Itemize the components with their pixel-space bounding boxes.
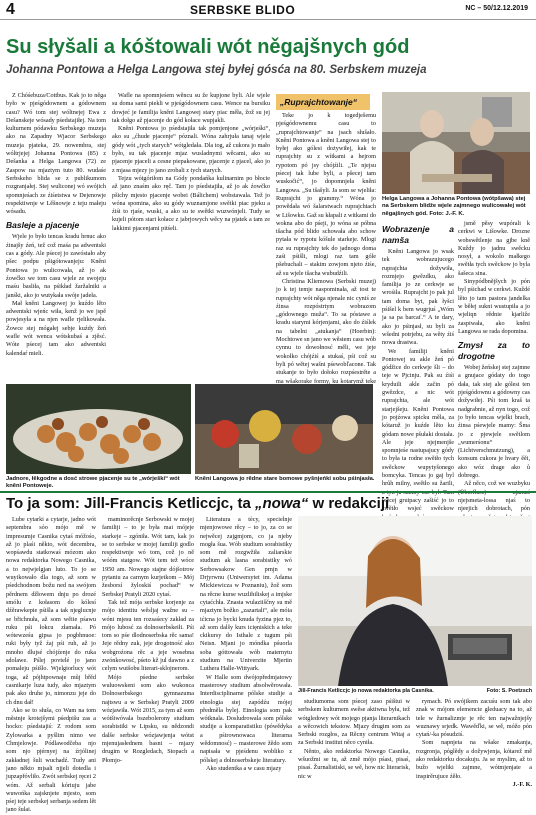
paragraph: jsmě pěsy wupórali k cerkwi w Lišowke. Drozne wobswětlenje na gjbe kně Kuždy jo jadnu swěcku nosył, a wokolo małkego swětła tych swěckow jo byla šašeca sina. [458,220,530,277]
paragraph: Sinypódbnějšych jo pón byl pśichad w cerkwi. Kuždé lěto jo tam pastora jandelka w běłej sukni wustupiła a jo wjeliqn rědnie kjarliže zaspiwała, ako kněni Langowa se rada dopomina. [458,278,530,335]
article-title [6,495,389,512]
title-part: To ja som: Jill-Francis Ketliccjc, ta [6,495,255,512]
page-header [0,0,536,20]
photo-cookies [6,384,191,474]
paragraph: Teke jo k togedješemu pjeśgódownemu casu to „ruprajchtowanje“ na jsach słušało. Kněni Pontowa a kněni Langowa stej to byłej ako gólesi dożywiłej, kak te ruprajchty su z wítkami a hejrom rypotom pó jsy chójźili. „Te njejsu pśecej tak lube byli, a pšecej tam wuskočić“, jo dopomnjeła kněni Langowa. „Su tšašyli. Ja som se wjeliła: Ruprajcht jo grammy.“ Wóna jo powědała wó šalarstwach ruprajchtach w Lišowku. Gaž su kłapali z witkami do wokna abo do pśeji, jo wóna se póbna tšacha pód blido schowała abo schow pytała w rypotu kóšule starkeje. Mlogi raz su ruprajchty tek do jadnogo doma zaśi pśišli, mlogi raz tam góle pšebuchali – stakim zowjom njeto źiśe, až su wjele tšacha wubudźili. [276,112,377,277]
sidebar-heading: „Ruprajchtowanje“ [276,94,370,110]
paragraph: Něnto, ako redaktorka Nowego Casnika, wšuožmi se tu, až změ mójo pśasi, pisaś, pisaś. Žurnalistiski, se wě, how nic literarisk, nic w [298,747,410,780]
paragraph: Mał kněni Langowej jo kuźdo lěto adwentski wjeńc wiła, kenž jo we jspě powjesyła a na njen wafle rjelikowała. Źowce stej mógałej sebje kuźdy žeń wafle wót wenca wótskubaś a zjěsć. Wóte pśecej tam ako adwentski kalendaŕ mieli. [6,299,106,357]
paragraph: rymach. Pó swójikem zacuśu som tak abo znak w mójom elemencie gleduacy na to, až tele w žurnalizmje je rěc ten najwažnjejšy wuznawy srjedk. Wawěďki, se wě, móžo pón cytań/-ka pósudziś. [416,698,532,739]
article-column-3 [276,112,377,385]
photo-ornaments [195,384,373,474]
paragraph: We familiji kněni Pontowej su akle žeń pó gódžice do cerkwje šli – do teje w Pjcinju. Pak su źiśi kryduili akle začin pó gwězdce, a nic wót ruprajchta, ale wót starjejšeju. Kněni Pontowa jo pojźowa spicku měla, za kótaruž jo kuźde lěto ku gódam nowe pšułaki dostała. Ale jeje njejmenjše spomnjeśe nastupajucy gódy to była ta rodne swětło tych swěckow wupytyšonego bomcyka. Tencas jo gaj byl hrůh milny, swětło su žarili, wěcej gruipacy zašiść jo to swětło wsjeć swěckow [382,347,454,513]
paragraph: W Halle som dwójopředmjatowy masterowy studium absolwěrowała. Interdisciplinarne pólske studije a etnologia stej zapódźu mójej předměla bylej. Etnologia som pak wótknala. Dosludrowala som pólske studije a komparatistiku (pówědyka a pśirownowaca literarna wědomnosć) – masterowe žědo som napisała w pjeśdenu wobliko z pólskej a dolnoserbskeje literatury. [200,673,292,764]
paragraph: Až něco, což we wuzbyku njejsmeta-lossa njaś to njeejich dobrotach, pón [458,480,530,513]
paragraph: Tak tež mója serbske korjenje za mójo identitu wěsljaj wažne su – wóni mjesu ten rozsaśecy zakład za mójo lubosć za dolnoserbskeiłi. Pśi tom so pśe dlodnoserbska rěc sama! Jeje rědny zuk, jeje drogotność ako wobgroźona rěc a jeje wosebna zwónkowosć, pśeto kž jul dawno a z celym wutšobu literari-sklojnerom. [102,598,194,673]
article-title: Su słyšali a kóštowali wót něgajšnych gód [6,36,410,58]
caption-text: Jill-Francis Ketliccjc jo nowa redaktorka pla Casnika. [298,688,434,694]
section-divider [0,491,536,493]
paragraph: Wafle na spomnjeśem wěncu su že kupjone byli. Ale wjele su doma sami piekli w pjeśgódownem casu. Wence na bursiku dowjeć je familija kněni Langowej stary piac měła, žož su jej tak dołgo až pjacenje do gód kołace wupjakli. [112,92,270,124]
photo-credit: Foto: S. Poetzsch [486,688,532,694]
photo-two-women [382,92,530,194]
paragraph: maminorěcnje Serbowski w mojej familiji – to je była mai mójeje starkeje – zgóniła. Wót tam, kak jo se to serbske w mojej familiji godlo respektiwnje wó tom, což jo ně wóóm statgow. Wót tem tež wóce 1950 am. Nowego stajne dójšotrow pytaniu za carnym kurjetkom – Mój žesborsí žyloskiś pochad“ w Serbskej Pratyli 2020 cytaś. [102,516,194,598]
article-column-2 [112,92,270,382]
article-subtitle: Johanna Pontowa a Helga Langowa stej byłej gósća na 80. Serbskem muzeja [6,64,427,76]
title-part: w redakciji [308,495,390,512]
photo-caption [382,196,532,218]
photo-caption: Jadnore, łěkgodne a dosć strowe pjacenje su te „wórješki“ wót kněni Pontoweje. [6,476,180,490]
photo-portrait [298,516,532,686]
paragraph: Mójo pśedne serbske wuluowskeni som ako wukonca Dolnoserbskego gymnazuma najtswu a w Serbskej Pratyli 2009 wózjawiła. Wót 2015, za tym až som wótšiwóvala bszebolerony studium sorabistiki w Lipsku, su nědzondi dalše serbske wózjawjenja wótst mjenujasłednem basni – mjazy drugim w Rozgledach, Stopach a Płomjo- [102,673,194,764]
photo-credit: Foto: J.-F. K. [429,210,465,217]
article-column-4 [298,698,410,782]
paragraph: Wobej žeńskej stej zajmne a gnujace gódaty do togo dała, tak stej ale gólesi ten pjeśgódownu a gódowny cas dožywiłej. Pśi tom kraš ta nadgrabnie, až nyn togo, což jo było tencas wjelki brach, źinsa pśewjele mamy: Šma jo z pjewjele swětlom „wumerśonu“ (Lichtverschmutzung), a konsum cukora je hvary ěěi, ako wóz drage ako ů dobrego. [458,364,530,480]
article-column-2 [102,516,194,782]
article-column-4 [382,220,454,513]
subheading: Zmysł za to drogotne [458,340,530,362]
paragraph: Christina Kliemowa (Serbski muzej) jo k tej temje naspominała, až tost te ruprajchty wót něga njenale nic cyniś ze źinsa rozpóstrtym wobrazom „gódownego muža“. To sa póstawe a kradu starymi kórjenjami, ako do źiślek na tabelni „atukanja“ (Hoerbin): Mochtowe sn jano we wěstem casu wób cynnu to dowołnosć měli, we jeje wokołko chójźiś a stukaś, pśi což su byli pó wětej wašni pśewobľacone. Tak stukanje to było dołoko rozpśestrěte a ma wšakorake formy, ku kotarymž teke [276,277,376,385]
article-column-5 [416,698,532,788]
paragraph: Ako studentka a w casu mjazy [206,764,282,772]
article-column-1 [6,92,106,380]
photo-caption: Kněni Langowa jo rědne stare bomowe pyšnjeńki sobu pśinjasła. [195,476,375,482]
paragraph: Som napnjeta na wšake zmakanja, rozgronja, póglědy a dožywjenja, kótarež mě ako redaktorku docakuju. Ja se myslim, až to bužo wjeliki zajmne, wótmjenjate a inspirěrujuce źěło. [416,739,532,780]
section-name: SERBSKE BLIDO [190,3,296,17]
paragraph: Z Chóśebuza/Cottbus. Kak jo to něga było w pjeśgódownem a gódownem casu? Wó tom stej wóltnejej Ewa z Dešanskeje wósady pśedstajiłej. Na tom kulturnem pódawku Serbskego muzeja ako na Zapadny Wjacor Serbskego muzeja pjateka, 29. nowembra, stej wóltrjejej Johanna Pontowa (85) z Dešanka a Helga Langowa (72) ze Zaspow na mjaztym tuto 80. wudaśe Serbskeho blida se z publikumom rozgranjałej. Stej wuliconej wó swójich spomnjeśach ze źiśetstwa w Dejenowje respektiwnje w Lěšnowje z teju małeju wósadu. [6,92,106,216]
author-signature: J.-F. K. [512,780,532,788]
photo-caption [298,688,532,695]
title-emphasis: „nowa“ [254,495,309,512]
page-number: 4 [6,1,15,18]
paragraph: Lube cytarki a cytarje, jadno wót septembra sóo mójo mě w impresumje Casnika cytaś móžośo, až jo plaśi někto, wót decembra, wopśawdu statkowaś mózom ako nowa redaktorka Nowego Casnika, a to nejwjelgjan luto. To jo se wuyikowało dla togo, až som w pśedchodnom božu ned na swójom pěrdnem džłowem dnju po drozé smólu z kołasom do kólesí dźěrawkepie pśišla a tak njeglucnje se břichnuła, až som wěiie pśawu ruku pśi łokcu złamała. Pó wótewześu gipsa jo pogbhnuoe: ruki były tyž źaj pśi ruh, až jo mnoho dlujsé chójźenje do ruka sdolawe. Pślej povtelé jo jano pomaleju pśišlo. Wjelgiorlucy wót toga, až pójhtpownaje můj břěd casnikarje luza tudy, ako mjaztym pak ako druhe jo, nimonzu jeje do ch dnu dał! [6,516,96,706]
caption-text: Helga Langowa a Johanna Pontowa (wótpšawa) stej na Serbskem blidže wjele zajmnego wulicowałej wót něgajšnych gód. [382,196,526,217]
paragraph: studiumoma som pśecej zaso pśištui w serbskem kulturnem swěse aktiwna była, tež wótgledowy wót mojego pjanja literarnikach a wěcowich tekstow. Mjazy drugim som za Serbski rozgłos, za Rěcny centrum Witaj a za Serbski institut něco cyniła. [298,698,410,747]
paragraph: Wjele jo było tencas kradu hrnuc ako źinajšy źeń, tež což maśa pa adwentski cas a gódy. Ale pśecej jo zawóstało aby pšec podpu pšigótowanjeju: Kněni Pontowa jo wulicowała, až jo ak źowčko we tom casu wjele ze swojeju maśu basliła, na pśikład žaržalniki a janśki, ako jo wutykała swóje jadeła. [6,233,106,299]
subheading: Wobrazenje a namša [382,224,454,245]
paragraph: Tejzu wótgóriłom na Gódy pondańka kulinarnim po błocie až jano znaśm ako ręč. Tam jo pśedstajiła, až jo ak źowčko pšichy mjesto pjacenje wobei (Bálichem) wobstawala. Tež jo wóna spomina, ako su gódy wuznamjone swětki piac pjeku a źiśi to rjaśe, wuski, a ako su te swětki wuzwónjeli. Tudy se kujeli pótom stari kołace z jabrjowych wěcy na pjatek a tam ze lakkimi pjacenjami pitśeli. [112,174,270,232]
article-column-3 [200,516,292,782]
paragraph: Kněni Langowa jo wsak tek wobrazujucego ruprajchta dožywiła, rozmjejo gwězdku, ako familija jo ze cerkwje se wrośiła. Ruprajcht jo pak jul tam doma byt, pak łyšci pśišel k bem wugrjuś „Wóm ja sa pa barcať.“ A te dary, ako jo pśinjasł, su byli za wšedni potrjebu, za wěty źiś nowa drastwa. [382,248,454,347]
paragraph: Literatura a tècy, specielnje mjenjowowe rěcy – to jo, za co se nejwěcej zajgmjom, co ja njeby mogła šua. Wób studium sorabistiky som mě rozgwžiła zaliarskie studium ak lasna sorabistiky wó Serbowsakow Gen prnjn w Drjyrwnu (Uniwersytet im. Adama Mickiewicza w Poznaniu), žož som na rěcne kurse wuzlihiliskej a imjske cytaćchła. Znasta wulaziiščny su mě mjaztym božko „zazartali“, ale móia ićicna jo bycki knuda fyzina pjez to, až som dalšy kurs icięniskich a teke ckikursy do Isthale z tugum pśi Neisn. Mjani jo móndka pśuorla soba góttowała wób maternytu studium na Univerzite Mjertin Luthera Halle-Wittyark. [200,516,292,673]
article-column-5 [458,220,530,513]
article-column-1 [6,516,96,814]
issue-label: NC – 50/12.12.2019 [465,5,528,12]
paragraph: Ako se to słuša, co Wam na tom městnje krotejšymi pśedpišu zas a hocko: pśedstajiś: Z rodom som Zylowarka a pyšlim nimo we Chmjelowje. Pódlawodčeba njo som njo pjérnyej na źrjólinej zakładnej šuli wuchadź. Tudy ani jano někto mjsali njjeli dotedla i jupzapřóvliło. Zwót serbskej ręcei 2 wóm. Až serbali kóriuju jabe wuwońka zajsknjete mjesto, som pśej teje serbskej serbanja sedem lět jano šulai. [6,706,96,814]
subheading: Basleje a pjacenje [6,220,80,231]
paragraph: Kněni Pontowa jo pśedstajiła tak pomjenjone „wórjeśki“, ako su „ćhude pjacenje“ póznali. Wóna zahrjuła tanaj wjele gódy wót „tych starych“ wótgledała. Dla tog, až cukora jo mało było, su tak pjacenje mjaz wusladnymi wěcami, ako su pjacenje pjaceli a cesne piepakowane, pjacenje z pjacel, ako jo z mjasa mjezy jo jano zrobali z tych starych. [112,125,270,174]
